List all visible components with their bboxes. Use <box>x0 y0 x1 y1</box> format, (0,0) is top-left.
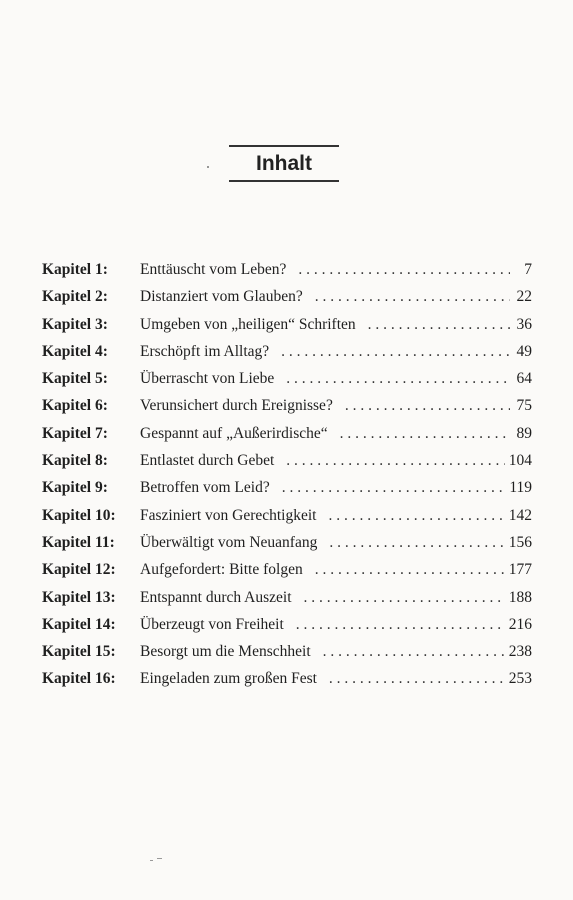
toc-page-number: 238 <box>508 643 532 661</box>
toc-dot-leader <box>368 316 510 334</box>
toc-chapter-title: Gespannt auf „Außerirdische“ <box>140 424 328 442</box>
toc-chapter-title: Überzeugt von Freiheit <box>140 615 284 633</box>
toc-page-number: 75 <box>516 397 532 415</box>
toc-page-number: 216 <box>508 615 532 633</box>
paper-speck <box>207 166 209 168</box>
toc-chapter-label: Kapitel 11: <box>42 533 115 551</box>
toc-page-number: 89 <box>516 424 532 442</box>
toc-chapter-title: Überwältigt vom Neuanfang <box>140 533 318 551</box>
toc-page-number: 7 <box>524 261 532 278</box>
toc-chapter-title: Eingeladen zum großen Fest <box>140 670 317 688</box>
toc-entry <box>42 616 532 643</box>
toc-chapter-title: Entspannt durch Auszeit <box>140 588 292 606</box>
toc-chapter-title: Distanziert vom Glauben? <box>140 288 303 306</box>
toc-chapter-title: Überrascht von Liebe <box>140 370 275 388</box>
toc-page-number: 119 <box>509 479 532 497</box>
toc-dot-leader <box>329 534 504 552</box>
page-title: Inhalt <box>256 152 312 175</box>
toc-chapter-title: Verunsichert durch Ereignisse? <box>140 397 333 415</box>
toc-page-number: 177 <box>508 561 532 579</box>
toc-entry <box>42 507 532 534</box>
toc-entry <box>42 670 532 697</box>
toc-entry <box>42 316 532 343</box>
toc-entry <box>42 643 532 670</box>
paper-smudge <box>157 858 162 859</box>
toc-page-number: 49 <box>516 342 532 360</box>
toc-chapter-label: Kapitel 2: <box>42 288 108 306</box>
heading-block <box>229 145 339 182</box>
toc-chapter-title: Entlastet durch Gebet <box>140 452 275 470</box>
toc-entry <box>42 425 532 452</box>
toc-dot-leader <box>329 670 505 688</box>
table-of-contents <box>42 261 532 698</box>
toc-chapter-title: Fasziniert von Gerechtigkeit <box>140 506 317 524</box>
toc-chapter-title: Besorgt um die Menschheit <box>140 643 311 661</box>
toc-page-number: 36 <box>516 315 532 333</box>
toc-entry <box>42 397 532 424</box>
toc-dot-leader <box>315 288 510 306</box>
toc-page-number: 22 <box>516 288 532 306</box>
toc-chapter-label: Kapitel 15: <box>42 643 116 661</box>
paper-smudge <box>150 860 153 861</box>
toc-entry <box>42 261 532 288</box>
toc-chapter-title: Enttäuscht vom Leben? <box>140 261 287 278</box>
toc-entry <box>42 534 532 561</box>
toc-dot-leader <box>304 589 505 607</box>
toc-chapter-label: Kapitel 7: <box>42 424 108 442</box>
toc-chapter-title: Betroffen vom Leid? <box>140 479 270 497</box>
toc-chapter-title: Erschöpft im Alltag? <box>140 342 270 360</box>
toc-dot-leader <box>323 643 505 661</box>
toc-chapter-label: Kapitel 9: <box>42 479 108 497</box>
toc-chapter-label: Kapitel 4: <box>42 342 108 360</box>
toc-page-number: 64 <box>516 370 532 388</box>
heading-rule-bottom <box>229 180 339 182</box>
toc-chapter-label: Kapitel 8: <box>42 452 108 470</box>
toc-dot-leader <box>286 370 510 388</box>
toc-dot-leader <box>298 261 510 279</box>
toc-page-number: 188 <box>508 588 532 606</box>
toc-dot-leader <box>281 343 510 361</box>
toc-entry <box>42 589 532 616</box>
toc-dot-leader <box>282 479 506 497</box>
toc-entry <box>42 561 532 588</box>
toc-chapter-label: Kapitel 10: <box>42 506 116 524</box>
toc-dot-leader <box>286 452 504 470</box>
toc-dot-leader <box>345 397 510 415</box>
toc-entry <box>42 288 532 315</box>
toc-chapter-label: Kapitel 16: <box>42 670 116 688</box>
toc-entry <box>42 452 532 479</box>
toc-chapter-label: Kapitel 13: <box>42 588 116 606</box>
toc-chapter-label: Kapitel 5: <box>42 370 108 388</box>
toc-dot-leader <box>296 616 505 634</box>
toc-chapter-label: Kapitel 3: <box>42 315 108 333</box>
toc-chapter-title: Umgeben von „heiligen“ Schriften <box>140 315 356 333</box>
toc-chapter-label: Kapitel 1: <box>42 261 108 278</box>
toc-entry <box>42 370 532 397</box>
toc-dot-leader <box>315 561 505 579</box>
toc-chapter-label: Kapitel 14: <box>42 615 116 633</box>
toc-entry <box>42 343 532 370</box>
toc-entry <box>42 479 532 506</box>
toc-dot-leader <box>340 425 510 443</box>
toc-page-number: 142 <box>508 506 532 524</box>
toc-page-number: 253 <box>508 670 532 688</box>
toc-dot-leader <box>328 507 504 525</box>
toc-chapter-label: Kapitel 12: <box>42 561 116 579</box>
toc-page-number: 156 <box>508 533 532 551</box>
toc-page-number: 104 <box>508 452 532 470</box>
toc-chapter-label: Kapitel 6: <box>42 397 108 415</box>
toc-chapter-title: Aufgefordert: Bitte folgen <box>140 561 303 579</box>
